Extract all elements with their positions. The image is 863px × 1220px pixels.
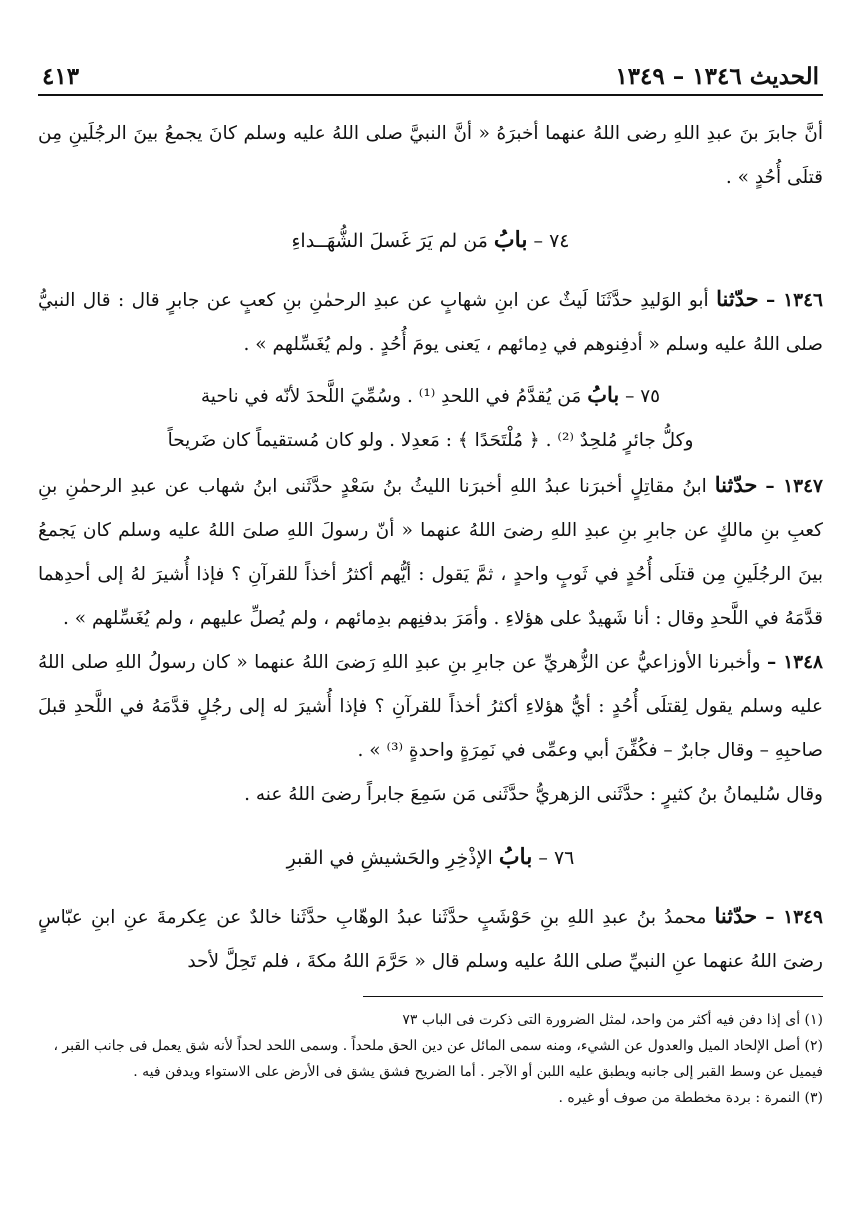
footnote-3: (٣) النمرة : بردة مخططة من صوف أو غيره . (558, 1090, 823, 1106)
hadith-keyword: حدّثنا (714, 903, 758, 928)
chapter-keyword: بابُ (498, 844, 533, 870)
hadith-1348 (38, 641, 823, 773)
hadith-text: وأخبرنا الأوزاعيُّ عن الزُّهريِّ عن جابرِ بنِ عبدِ اللهِ رَضىَ اللهُ عنهما « كان رسولُ اللهِ صلى اللهُ عليه وسلم يقول لِقتلَى أُحُدٍ : أيُّ هؤلاءِ أكثرُ أخذاً للقرآنِ ؟ فإذا أُشيرَ له إلى رجُلٍ قدَّمَهُ في اللَّحدِ قبلَ صاحبِهِ – وقال جابرٌ – فكُفِّنَ أبي وعمِّى في نَمِرَةٍ واحدةٍ ⁽³⁾ » . (38, 652, 823, 761)
hadith-1347 (38, 463, 823, 641)
footnote-2: (٢) أصل الإلحاد الميل والعدول عن الشيء، ومنه سمى المائل عن دين الحق ملحداً . وسمى اللحد لحداً لأنه شق يعمل فى جانب القبر ، فيميل عن وسط القبر إلى جانبه ويطبق عليه اللبن أو الآجر . أما الضريح فشق يشق فى الأرض على الاستواء ويدفن فيه . (53, 1038, 823, 1080)
chapter-keyword: بابُ (493, 227, 528, 253)
footnote-1: (١) أى إذا دفن فيه أكثر من واحد، لمثل الضرورة التى ذكرت فى الباب ٧٣ (402, 1012, 823, 1028)
chapter-number: ٧٦ – (538, 847, 575, 869)
chapter-keyword: بابُ (587, 382, 620, 407)
footnote-divider (363, 996, 823, 997)
hadith-1349 (38, 894, 823, 984)
chapter-heading-74 (38, 218, 823, 263)
page-body (38, 112, 823, 984)
hadith-text: ابنُ مقاتِلٍ أخبرَنا عبدُ اللهِ أخبرَنا الليثُ بنُ سَعْدٍ حدَّثَنى ابنُ شهاب عن عبدِ الرحمٰنِ بنِ كعبِ بنِ مالكٍ عن جابرِ بنِ عبدِ اللهِ رضىَ اللهُ عنهما « أنّ رسولَ اللهِ صلىَ اللهُ عليه وسلم كان يَجمعُ بينَ الرجُلَينِ مِن قتلَى أُحُدٍ في ثَوبٍ واحدٍ ، ثمَّ يَقول : أيُّهم أكثرُ أخذاً للقرآنِ ؟ فإذا أُشيرَ لهُ إلى أحدِهما قدَّمَهُ في اللَّحدِ وقال : أنا شَهيدٌ على هؤلاءِ . وأمَرَ بدفنِهم بدِمائهم ، ولم يُصلِّ عليهم ، ولم يُغَسِّلهم » . (38, 476, 823, 629)
chapter-heading-76 (38, 835, 823, 880)
hadith-1348-addendum: وقال سُليمانُ بنُ كثيرٍ : حدَّثَنى الزهريُّ حدَّثَنى مَن سَمِعَ جابراً رضىَ اللهُ عنه . (244, 784, 823, 805)
hadith-number: ١٣٤٦ – (766, 290, 823, 311)
chapter-line-1 (38, 373, 823, 419)
hadith-number: ١٣٤٨ – (767, 652, 823, 673)
chapter-heading-75 (38, 373, 823, 463)
hadith-text: أبو الوَليدِ حدَّثَنَا لَيثٌ عن ابنِ شهابٍ عن عبدِ الرحمٰنِ بنِ كعبٍ عن جابرٍ قال : قال النبيُّ صلى اللهُ عليه وسلم « أدفِنوهم في دِمائهم ، يَعنى يومَ أُحُدٍ . ولم يُغَسِّلهم » . (38, 290, 823, 355)
page-header (38, 52, 823, 96)
running-title: الحديث ١٣٤٦ – ١٣٤٩ (615, 63, 819, 90)
chapter-number: ٧٤ – (533, 230, 570, 252)
hadith-keyword: حدّثنا (716, 286, 759, 311)
footnotes (38, 996, 823, 1111)
page-number: ٤١٣ (42, 63, 80, 90)
hadith-number: ١٣٤٧ – (765, 476, 823, 497)
chapter-title: مَن يُقدَّمُ في اللحدِ ⁽¹⁾ . وسُمِّيَ اللَّحدَ لأنّه في ناحية (200, 386, 582, 407)
chapter-title: مَن لم يَرَ غَسلَ الشُّهَــداءِ (291, 230, 488, 252)
chapter-line-2: وكلُّ جائرٍ مُلحِدٌ ⁽²⁾ . ﴿ مُلْتَحَدًا ﴾ : مَعدِلا . ولو كان مُستقيماً كان ضَريحاً (167, 430, 694, 451)
intro-paragraph: أنَّ جابرَ بنَ عبدِ اللهِ رضى اللهُ عنهما أخبرَهُ « أنَّ النبيَّ صلى اللهُ عليه وسلم كانَ يجمعُ بينَ الرجُلَينِ مِن قتلَى أُحُدٍ » . (38, 123, 823, 188)
hadith-text: محمدُ بنُ عبدِ اللهِ بنِ حَوْشَبٍ حدَّثَنا عبدُ الوهّابِ حدَّثَنا خالدٌ عن عِكرمةَ عنِ ابنِ عبّاسٍ رضىَ اللهُ عنهما عنِ النبيِّ صلى اللهُ عليه وسلم قال « حَرَّمَ اللهُ مكةَ ، فلم تَحِلَّ لأحد (38, 907, 823, 972)
hadith-keyword: حدّثنا (714, 472, 758, 497)
hadith-number: ١٣٤٩ – (765, 907, 823, 928)
hadith-1346 (38, 277, 823, 367)
chapter-title: الإذْخِرِ والحَشيشِ في القبرِ (286, 847, 493, 869)
chapter-number: ٧٥ – (625, 386, 661, 407)
